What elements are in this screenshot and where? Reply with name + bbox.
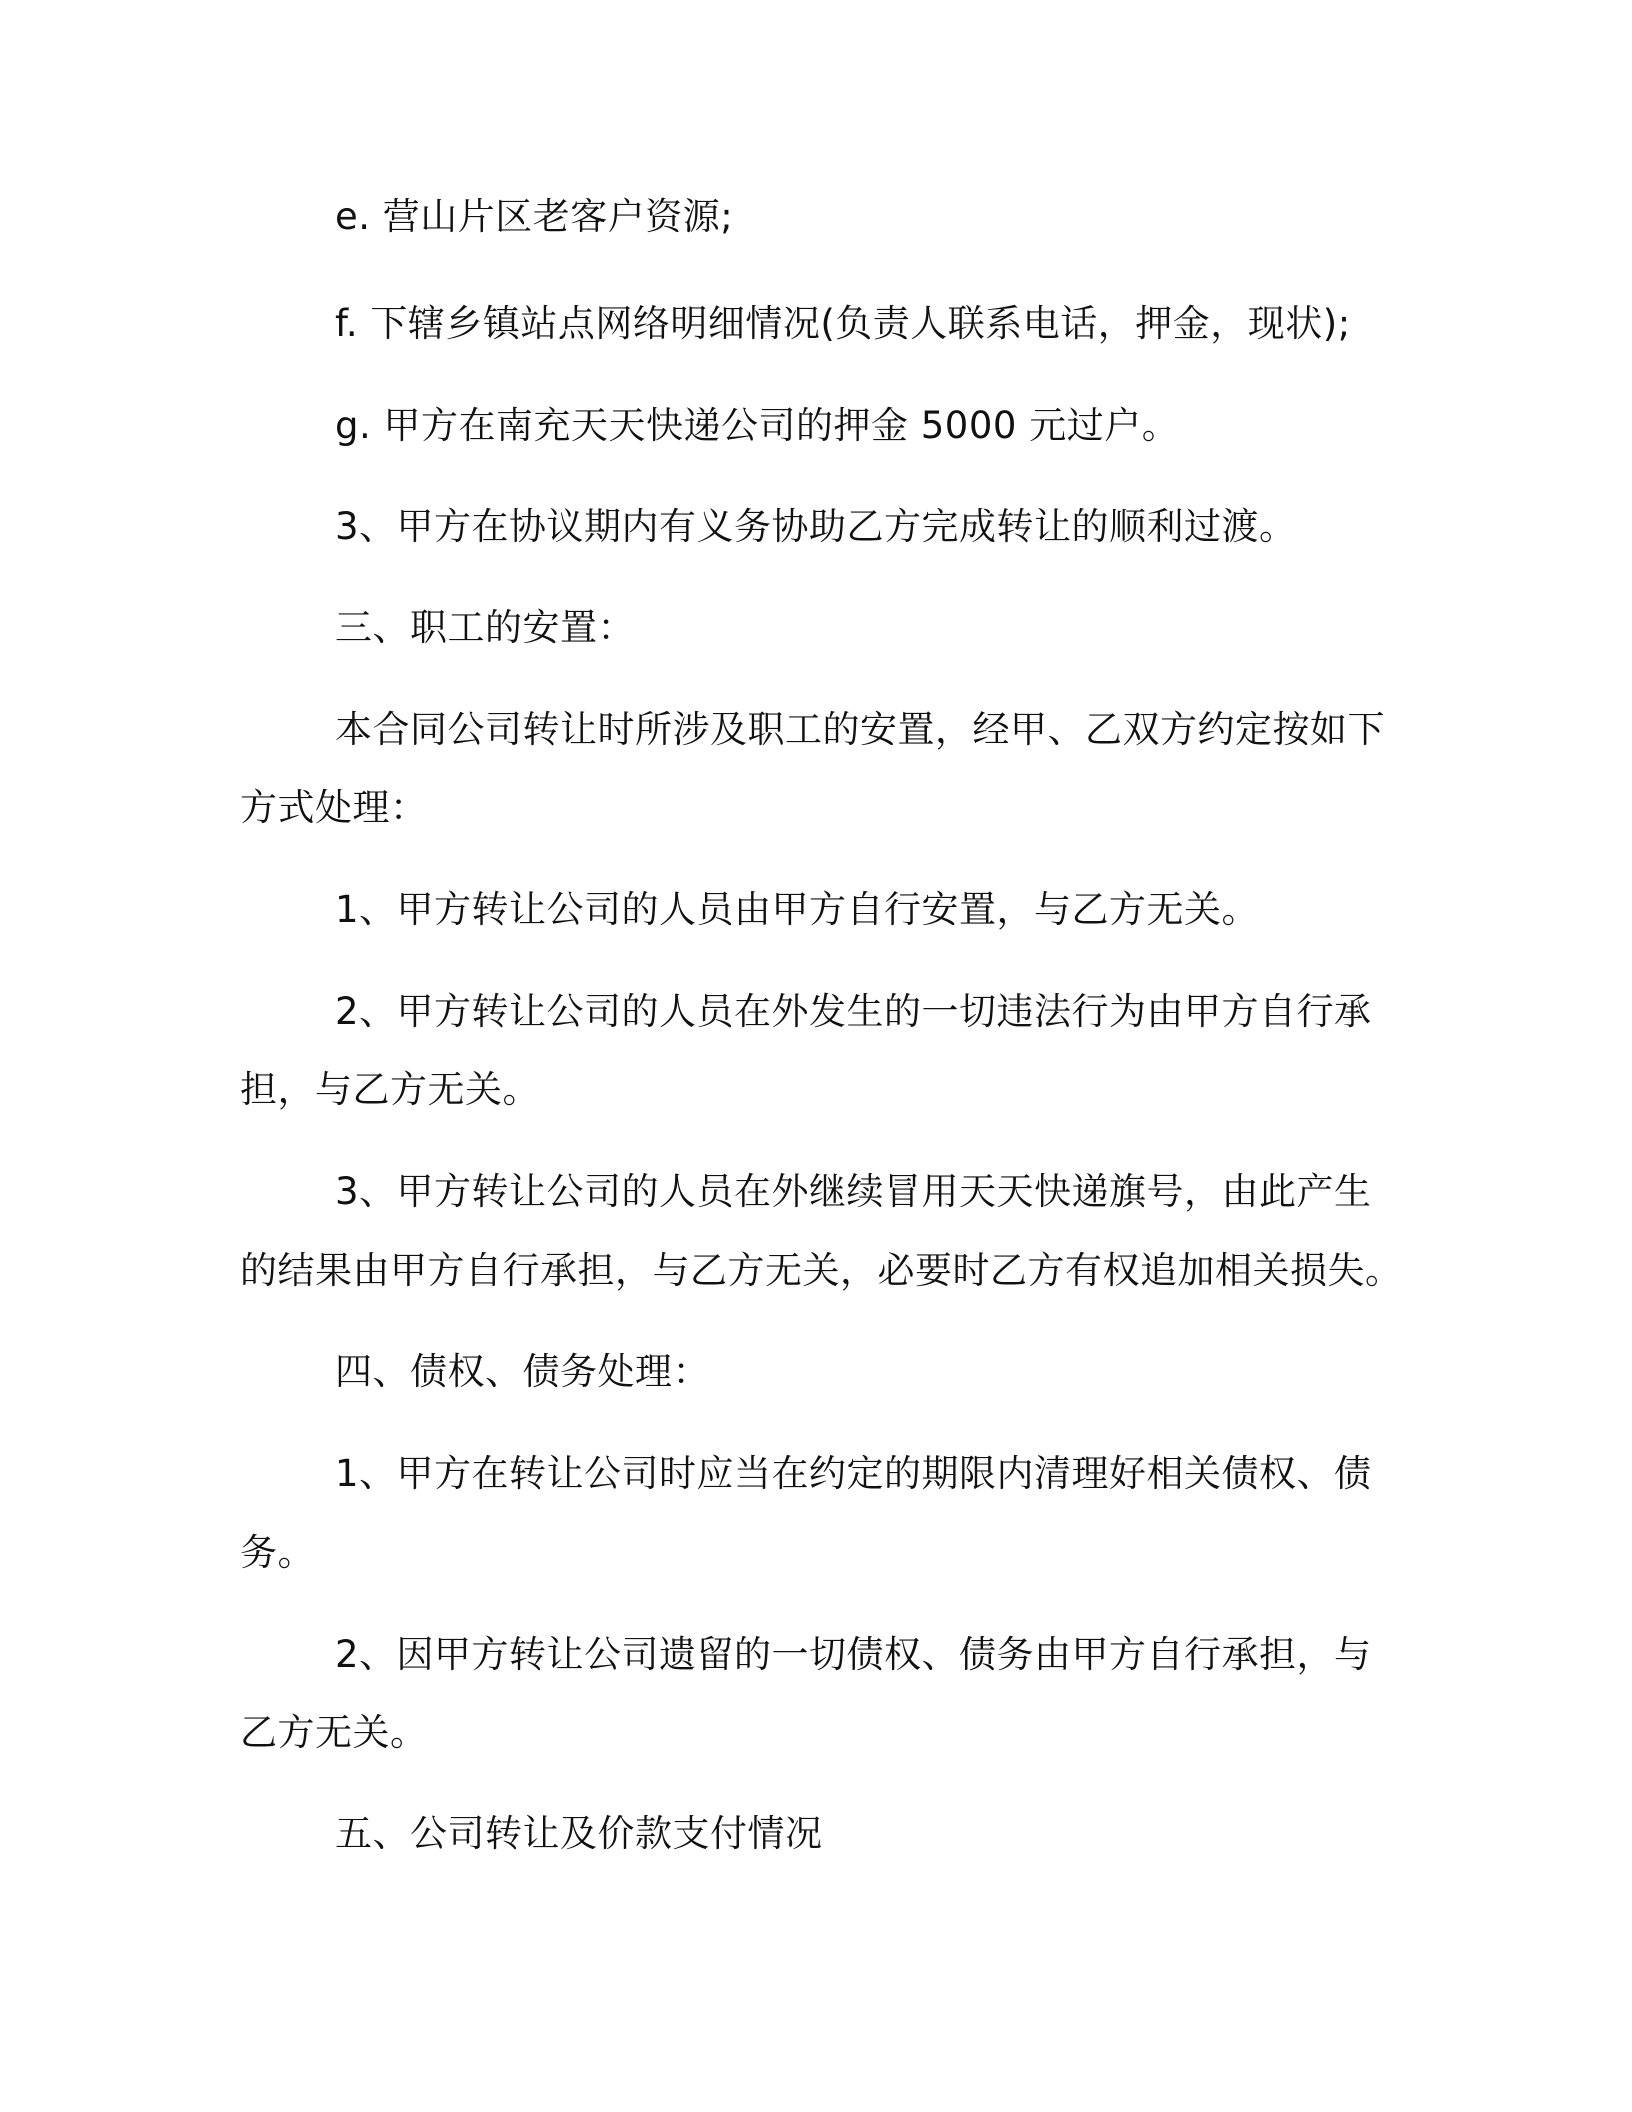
- clause-3-1: 1、甲方转让公司的人员由甲方自行安置，与乙方无关。: [335, 888, 1260, 931]
- item-f: f. 下辖乡镇站点网络明细情况(负责人联系电话，押金，现状);: [335, 302, 1351, 345]
- section-heading-3: 三、职工的安置：: [335, 606, 635, 649]
- clause-3-2: 2、甲方转让公司的人员在外发生的一切违法行为由甲方自行承: [335, 990, 1372, 1033]
- section-heading-5: 五、公司转让及价款支付情况: [335, 1812, 823, 1855]
- clause-3-3: 3、甲方转让公司的人员在外继续冒用天天快递旗号，由此产生: [335, 1170, 1372, 1213]
- paragraph-line: 本合同公司转让时所涉及职工的安置，经甲、乙双方约定按如下: [335, 708, 1385, 751]
- paragraph-line: 乙方无关。: [240, 1711, 428, 1754]
- paragraph-line: 的结果由甲方自行承担，与乙方无关，必要时乙方有权追加相关损失。: [240, 1249, 1403, 1292]
- clause-2-3: 3、甲方在协议期内有义务协助乙方完成转让的顺利过渡。: [335, 505, 1297, 548]
- item-e: e. 营山片区老客户资源;: [335, 195, 734, 238]
- paragraph-line: 务。: [240, 1531, 315, 1574]
- item-g: g. 甲方在南充天天快递公司的押金 5000 元过户。: [335, 404, 1180, 447]
- clause-4-2: 2、因甲方转让公司遗留的一切债权、债务由甲方自行承担，与: [335, 1633, 1372, 1676]
- paragraph-line: 方式处理：: [240, 786, 428, 829]
- clause-4-1: 1、甲方在转让公司时应当在约定的期限内清理好相关债权、债: [335, 1452, 1372, 1495]
- paragraph-line: 担，与乙方无关。: [240, 1068, 540, 1111]
- section-heading-4: 四、债权、债务处理：: [335, 1350, 710, 1393]
